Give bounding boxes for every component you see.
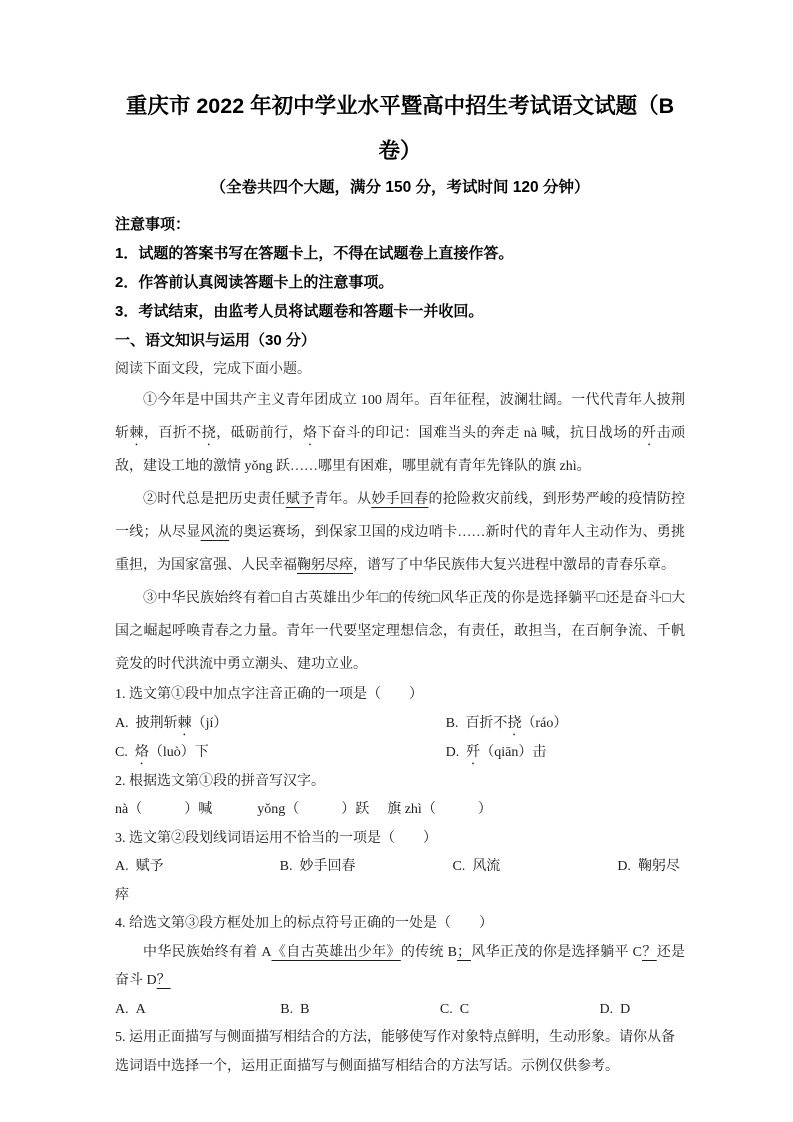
passage-paragraph-2: ②时代总是把历史责任赋予青年。从妙手回春的抢险救灾前线，到形势严峻的疫情防控一线；从尽显风流的奥运赛场，到保家卫国的戍边哨卡……新时代的青年人主动作为、勇挑重担，为国家富强、人民幸福鞠躬尽瘁，谱写了中华民族伟大复兴进程中激昂的青春乐章。 xyxy=(115,492,686,573)
option-label: D. xyxy=(617,859,631,874)
question-4-stem: 4. 给选文第③段方框处加上的标点符号正确的一处是（ ） xyxy=(115,916,493,931)
question-1-option-c xyxy=(115,739,446,768)
passage-paragraph-3: ③中华民族始终有着□自古英雄出少年□的传统□风华正茂的你是选择躺平□还是奋斗□大国之崛起呼唤青春之力量。青年一代要坚定理想信念，有责任，敢担当，在百舸争流、千帆竞发的时代洪流中勇立潮头、建功立业。 xyxy=(115,591,685,672)
option-text: 烙（luò）下 xyxy=(134,744,209,760)
option-label: C. xyxy=(452,859,466,874)
question-2-stem: 2. 根据选文第①段的拼音写汉字。 xyxy=(115,773,325,789)
option-label: D. xyxy=(445,744,460,760)
question-1-option-d xyxy=(446,739,685,768)
option-spacer xyxy=(500,869,617,870)
question-3-option-c xyxy=(452,859,500,874)
option-text: D xyxy=(620,1001,631,1017)
question-4-sentence: 中华民族始终有着 A《自古英雄出少年》的传统 B；风华正茂的你是选择躺平 C？还是奋斗 D？ xyxy=(115,944,686,988)
option-text: C xyxy=(459,1001,470,1017)
question-2-blanks xyxy=(115,796,685,825)
option-spacer xyxy=(164,869,280,870)
option-label: B. xyxy=(445,715,459,731)
reading-intro: 阅读下面文段，完成下面小题。 xyxy=(115,362,311,377)
question-1-options-row-2 xyxy=(115,739,685,768)
blank-yong-yue: yǒng（ ）跃 xyxy=(257,802,370,817)
page-title: 重庆市 2022 年初中学业水平暨高中招生考试语文试题（B卷） xyxy=(125,94,675,163)
question-4-option-a xyxy=(115,996,280,1025)
blank-qi-zhi: 旗 zhì（ ） xyxy=(387,802,492,817)
option-text: 鞠躬尽瘁 xyxy=(115,859,680,903)
option-label: D. xyxy=(599,1001,614,1017)
option-text: 歼（qiān）击 xyxy=(466,744,547,760)
question-1-option-a xyxy=(115,710,446,739)
question-1-stem: 1. 选文第①段中加点字注音正确的一项是（ ） xyxy=(115,687,423,702)
option-text: 妙手回春 xyxy=(299,859,356,874)
question-5-stem: 5. 运用正面描写与侧面描写相结合的方法，能够使写作对象特点鲜明，生动形象。请你从备选词语中选择一个，运用正面描写与侧面描写相结合的方法写话。示例仅供参考。 xyxy=(115,1030,675,1074)
option-label: B. xyxy=(279,859,293,874)
option-label: C. xyxy=(115,744,128,760)
option-text: 百折不挠（ráo） xyxy=(465,715,568,731)
question-3-options xyxy=(115,853,685,910)
question-3-stem: 3. 选文第②段划线词语运用不恰当的一项是（ ） xyxy=(115,830,437,846)
option-text: 风流 xyxy=(472,859,501,874)
option-label: C. xyxy=(439,1001,453,1017)
question-4-option-b xyxy=(280,996,440,1025)
notice-item-2: 2．作答前认真阅读答题卡上的注意事项。 xyxy=(115,274,394,291)
question-1-option-b xyxy=(446,710,685,739)
question-4-option-d xyxy=(599,996,685,1025)
option-label: A. xyxy=(115,715,129,731)
question-3-option-d xyxy=(115,859,680,903)
section-heading: 一、语文知识与运用（30 分） xyxy=(115,332,316,349)
option-text: B xyxy=(300,1001,310,1017)
notice-item-1: 1．试题的答案书写在答题卡上，不得在试题卷上直接作答。 xyxy=(115,245,514,262)
question-4-option-c xyxy=(440,996,600,1025)
exam-subtitle: （全卷共四个大题，满分 150 分，考试时间 120 分钟） xyxy=(210,179,590,196)
question-4-options xyxy=(115,996,685,1025)
option-label: B. xyxy=(280,1001,294,1017)
option-text: 赋予 xyxy=(135,859,164,874)
question-1-options-row-1 xyxy=(115,710,685,739)
option-text: 披荆斩棘（jí） xyxy=(135,715,228,731)
option-label: A. xyxy=(115,1001,129,1017)
notice-item-3: 3．考试结束，由监考人员将试题卷和答题卡一并收回。 xyxy=(115,303,484,320)
option-text: A xyxy=(135,1001,146,1017)
option-spacer xyxy=(355,869,452,870)
blank-na-han: nà（ ）喊 xyxy=(115,802,213,817)
question-3-option-b xyxy=(280,859,356,874)
option-label: A. xyxy=(115,859,129,874)
notice-heading: 注意事项： xyxy=(115,216,191,233)
passage-paragraph-1: ①今年是中国共产主义青年团成立 100 周年。百年征程，波澜壮阔。一代代青年人披荆斩棘，百折不挠，砥砺前行，烙下奋斗的印记：国难当头的奔走 nà 喊，抗日战场的歼击顽敌，建设工地的激情 yǒng 跃……哪里有困难，哪里就有青年先锋队的旗 zhì。 xyxy=(115,393,686,474)
question-3-option-a xyxy=(115,859,164,874)
